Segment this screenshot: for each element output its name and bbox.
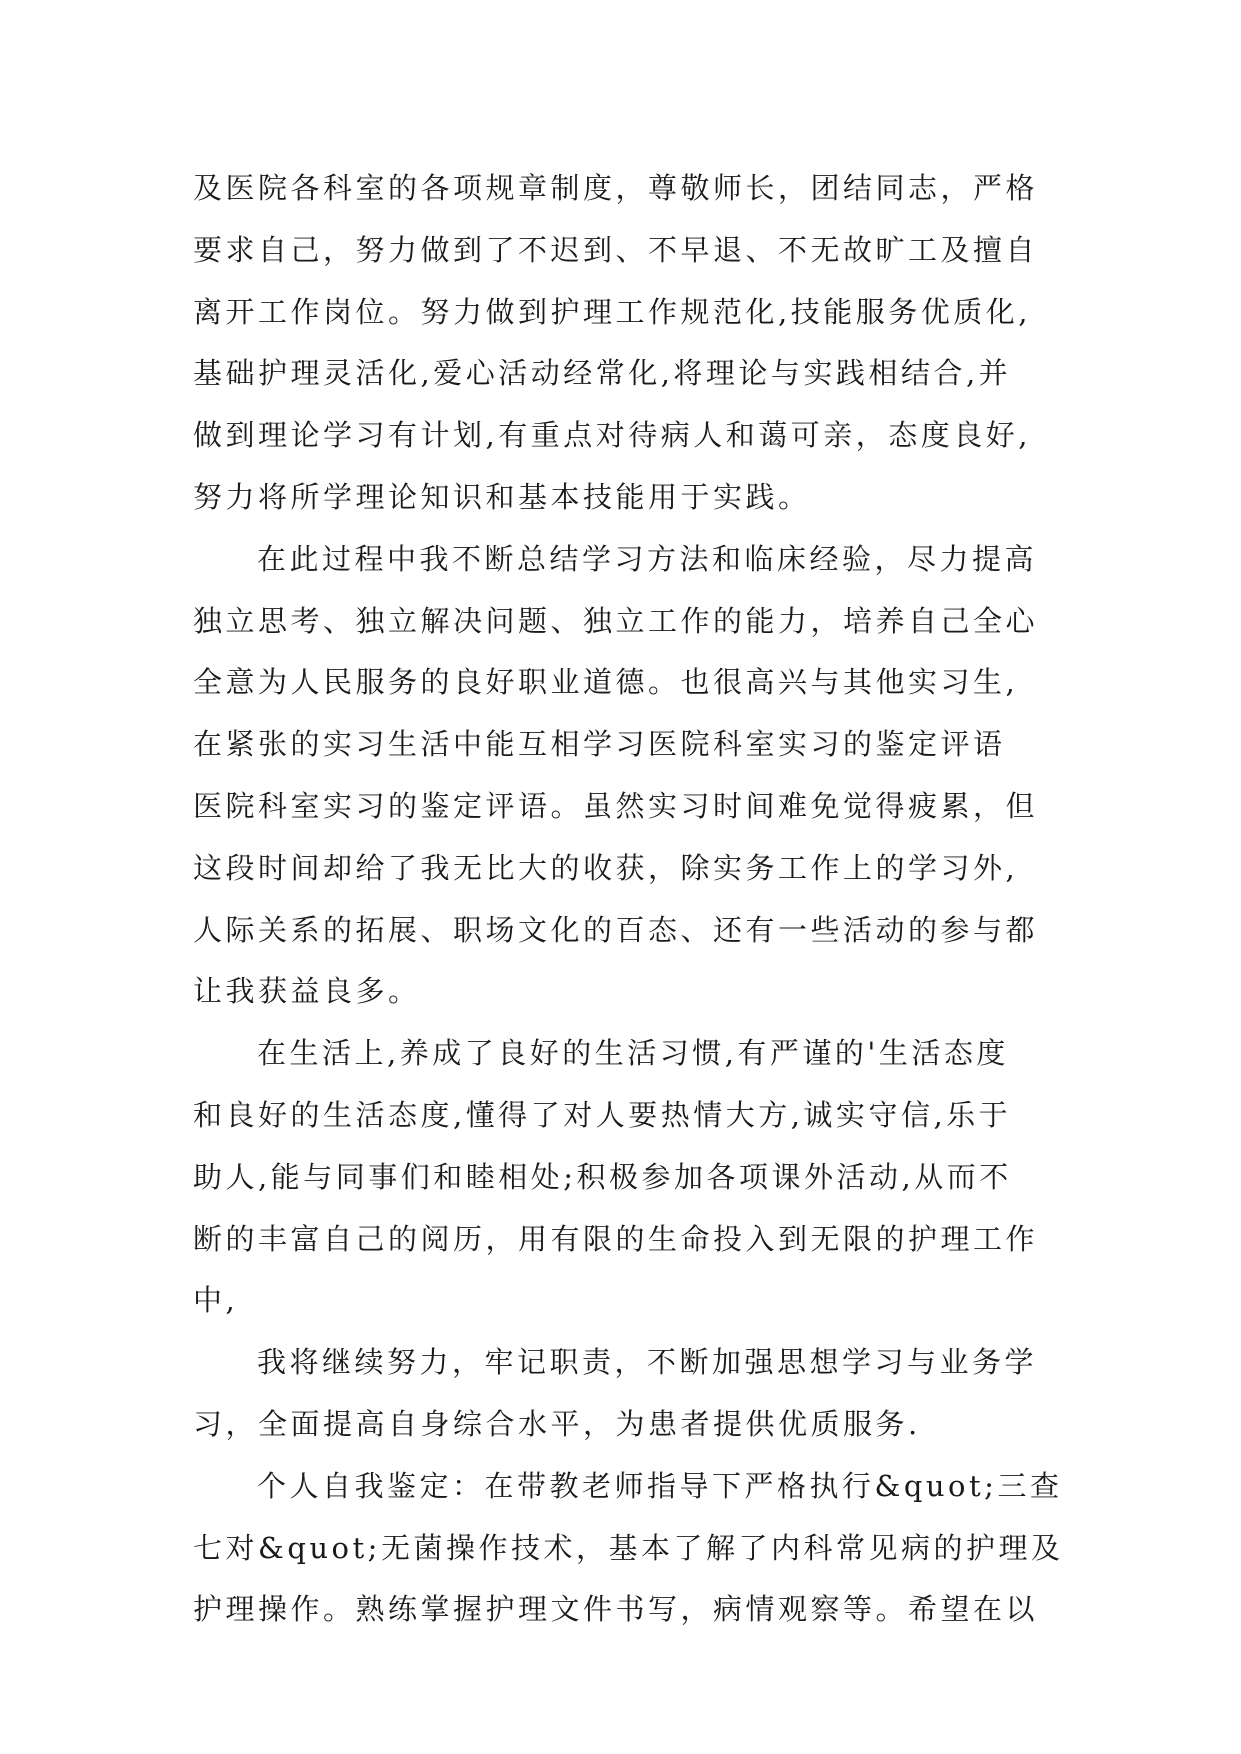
- text-line: 基础护理灵活化,爱心活动经常化,将理论与实践相结合,并: [193, 356, 1012, 391]
- text-line: 习，全面提高自身综合水平，为患者提供优质服务.: [193, 1406, 921, 1441]
- text-line: 让我获益良多。: [193, 974, 421, 1009]
- text-line: 七对&quot;无菌操作技术，基本了解了内科常见病的护理及: [193, 1530, 1064, 1565]
- paragraph-first-line: 个人自我鉴定：在带教老师指导下严格执行&quot;三查: [257, 1468, 1063, 1503]
- text-line: 和良好的生活态度,懂得了对人要热情大方,诚实守信,乐于: [193, 1097, 1012, 1132]
- text-line: 要求自己，努力做到了不迟到、不早退、不无故旷工及擅自: [193, 232, 1039, 267]
- paragraph-first-line: 在此过程中我不断总结学习方法和临床经验，尽力提高: [257, 541, 1038, 576]
- text-line: 这段时间却给了我无比大的收获，除实务工作上的学习外,: [193, 850, 1019, 885]
- text-line: 努力将所学理论知识和基本技能用于实践。: [193, 479, 811, 514]
- paragraph-first-line: 在生活上,养成了良好的生活习惯,有严谨的'生活态度: [257, 1036, 1009, 1071]
- text-line: 助人,能与同事们和睦相处;积极参加各项课外活动,从而不: [193, 1159, 1012, 1194]
- paragraph-first-line: 我将继续努力，牢记职责，不断加强思想学习与业务学: [257, 1345, 1038, 1380]
- text-line: 中,: [193, 1283, 239, 1318]
- text-line: 离开工作岗位。努力做到护理工作规范化,技能服务优质化,: [193, 294, 1031, 329]
- document-body: [193, 158, 1063, 1641]
- text-line: 独立思考、独立解决问题、独立工作的能力，培养自己全心: [193, 603, 1039, 638]
- text-line: 做到理论学习有计划,有重点对待病人和蔼可亲，态度良好,: [193, 418, 1031, 453]
- text-line: 断的丰富自己的阅历，用有限的生命投入到无限的护理工作: [193, 1221, 1039, 1256]
- text-line: 医院科室实习的鉴定评语。虽然实习时间难免觉得疲累，但: [193, 788, 1039, 823]
- text-line: 在紧张的实习生活中能互相学习医院科室实习的鉴定评语: [193, 727, 1006, 762]
- text-line: 及医院各科室的各项规章制度，尊敬师长，团结同志，严格: [193, 171, 1039, 205]
- text-line: 全意为人民服务的良好职业道德。也很高兴与其他实习生,: [193, 665, 1019, 700]
- text-line: 人际关系的拓展、职场文化的百态、还有一些活动的参与都: [193, 912, 1039, 947]
- text-line: 护理操作。熟练掌握护理文件书写，病情观察等。希望在以: [193, 1592, 1039, 1627]
